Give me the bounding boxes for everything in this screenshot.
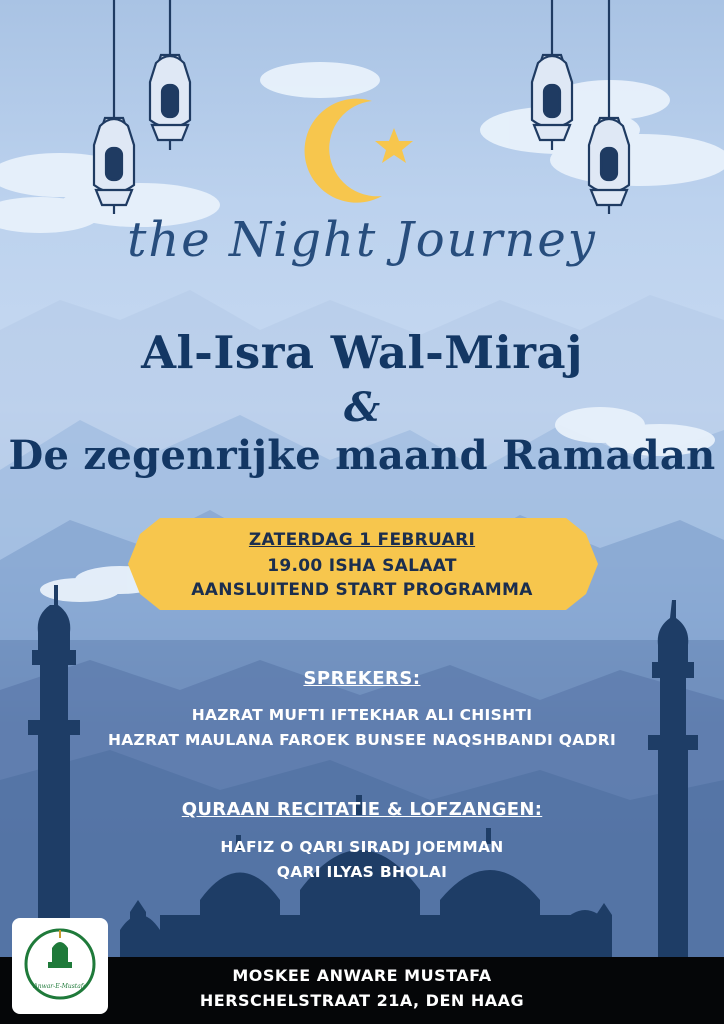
- star-icon: [375, 128, 413, 163]
- event-time: 19.00 ISHA SALAAT: [267, 556, 457, 576]
- title-ampersand: &: [343, 384, 381, 431]
- lantern-icon: [150, 0, 190, 150]
- tagline: the Night Journey: [127, 212, 597, 268]
- speaker-item: HAZRAT MUFTI IFTEKHAR ALI CHISHTI: [191, 706, 533, 724]
- reciter-item: HAFIZ O QARI SIRADJ JOEMMAN: [220, 838, 504, 856]
- logo-text: Anwar-E-Mustafa: [33, 983, 87, 990]
- speakers-heading: SPREKERS:: [303, 668, 421, 689]
- lantern-icon: [94, 0, 134, 214]
- event-date: ZATERDAG 1 FEBRUARI: [248, 530, 476, 550]
- crescent-moon-icon: [305, 99, 382, 203]
- footer-address: HERSCHELSTRAAT 21A, DEN HAAG: [199, 991, 525, 1010]
- lantern-icon: [532, 0, 572, 150]
- title-line-1: Al-Isra Wal-Miraj: [141, 326, 583, 379]
- title-line-2: De zegenrijke maand Ramadan: [8, 432, 716, 479]
- reciter-item: QARI ILYAS BHOLAI: [276, 863, 448, 881]
- event-program: AANSLUITEND START PROGRAMMA: [191, 580, 533, 600]
- logo-icon: [12, 918, 108, 1014]
- logo-graphic: [12, 918, 108, 1014]
- speaker-item: HAZRAT MAULANA FAROEK BUNSEE NAQSHBANDI QADRI: [107, 731, 617, 749]
- recitation-heading: QURAAN RECITATIE & LOFZANGEN:: [181, 799, 543, 820]
- footer-venue: MOSKEE ANWARE MUSTAFA: [232, 966, 492, 985]
